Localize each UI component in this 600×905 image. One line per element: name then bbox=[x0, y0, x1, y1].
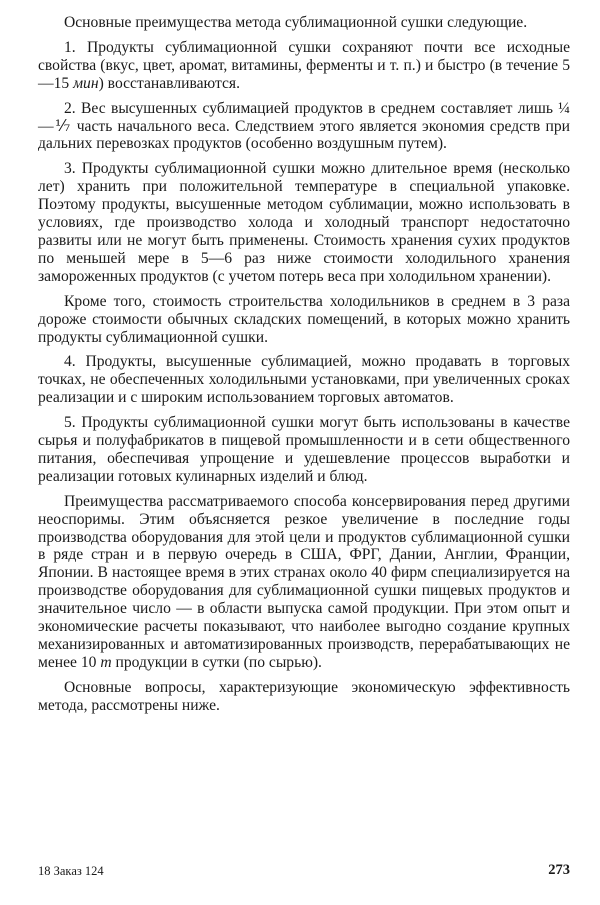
paragraph-conclusion: Основные вопросы, характеризующие экономическую эффективность метода, рассмотрены ниже. bbox=[38, 678, 570, 714]
italic-unit: т bbox=[100, 653, 112, 671]
page-body bbox=[38, 14, 570, 722]
paragraph-item-1: 1. Продукты сублимационной сушки сохраняют почти все исходные свойства (вкус, цвет, аромат, витамины, ферменты и т. п.) и быстро (в течение 5—15 мин) восстанавливаются. bbox=[38, 38, 570, 92]
printer-signature: 18 Заказ 124 bbox=[38, 864, 104, 878]
paragraph-advantages: Преимущества рассматриваемого способа консервирования перед другими неоспоримы. Этим объясняется резкое увеличение в последние годы производства оборудования для этой цели и продуктов сублимационной сушки в ряде стран и в первую очередь в США, ФРГ, Дании, Англии, Франции, Японии. В настоящее время в этих странах около 40 фирм специализируется на производстве оборудования для сублимационной сушки пищевых продуктов и значительное число — в области выпуска самой продукции. При этом опыт и экономические расчеты показывают, что наиболее выгодно создание крупных механизированных и автоматизированных производств, перерабатывающих не менее 10 т продукции в сутки (по сырью). bbox=[38, 492, 570, 671]
paragraph-intro: Основные преимущества метода сублимационной сушки следующие. bbox=[64, 14, 528, 31]
page-footer bbox=[38, 862, 570, 882]
paragraph-item-3: 3. Продукты сублимационной сушки можно длительное время (несколько лет) хранить при положительной температуре в специальной упаковке. Поэтому продукты, высушенные методом сублимации, можно использовать в условиях, где производство холода и холодный транспорт недостаточно развиты или не могут быть применены. Стоимость хранения сухих продуктов по меньшей мере в 5—6 раз ниже стоимости холодильного хранения замороженных продуктов (с учетом потерь веса при холодильном хранении). bbox=[38, 160, 570, 285]
paragraph-item-5: 5. Продукты сублимационной сушки могут быть использованы в качестве сырья и полуфабрикатов в пищевой промышленности и в сети общественного питания, обеспечивая упрощение и удешевление процессов выработки и реализации готовых кулинарных изделий и блюд. bbox=[38, 414, 570, 485]
paragraph-item-3-continued: Кроме того, стоимость строительства холодильников в среднем в 3 раза дороже стоимости обычных складских помещений, в которых можно хранить продукты сублимационной сушки. bbox=[38, 292, 570, 346]
page-number: 273 bbox=[548, 862, 570, 878]
italic-unit: мин bbox=[73, 74, 99, 92]
paragraph-item-4: 4. Продукты, высушенные сублимацией, можно продавать в торговых точках, не обеспеченных холодильными установками, при увеличенных сроках реализации и с широким использованием торговых автоматов. bbox=[38, 353, 570, 407]
paragraph-item-2: 2. Вес высушенных сублимацией продуктов в среднем составляет лишь ¼—⅐ часть начального веса. Следствием этого является экономия средств при дальних перевозках продуктов (особенно воздушным путем). bbox=[38, 99, 570, 153]
